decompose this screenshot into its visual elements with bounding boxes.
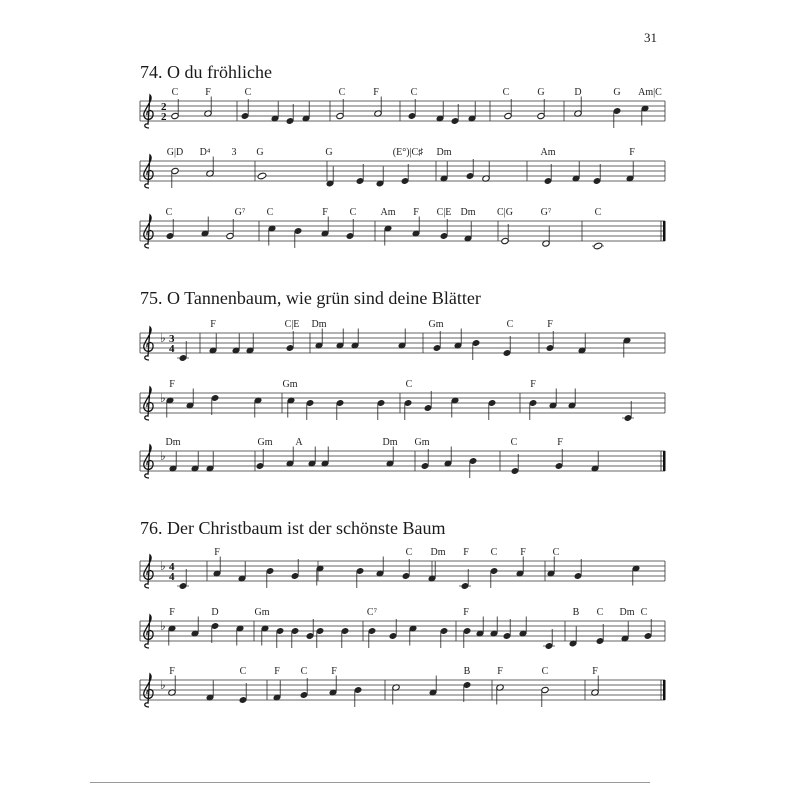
chord-symbol: C [405,547,413,558]
key-signature-flat-icon: ♭ [160,559,166,573]
chord-symbol: Gm [414,437,430,448]
chord-symbol: C [594,207,602,218]
chord-symbol: C [338,87,346,98]
chord-symbol: Am|C [638,87,662,98]
chord-symbol: C⁷ [366,607,378,618]
chord-symbol: C [171,87,179,98]
chord-symbol: C [596,607,604,618]
key-signature-flat-icon: ♭ [160,449,166,463]
chord-symbol: F [547,319,553,330]
chord-symbol: F [629,147,635,158]
chord-symbol: Am [380,207,396,218]
chord-symbol: C [490,547,498,558]
chord-symbol: Dm [460,207,476,218]
chord-symbol: F [592,666,598,677]
chord-symbol: Dm [165,437,181,448]
chord-symbol: A [295,437,303,448]
chord-symbol: D⁴ [199,147,211,158]
time-signature-denominator: 4 [169,343,175,355]
page-number: 31 [644,30,657,45]
chord-symbol: C|G [497,207,513,218]
song-title-74: 74. O du fröhliche [140,62,272,82]
chord-symbol: F [205,87,211,98]
chord-symbol: F [373,87,379,98]
chord-symbol: C [405,379,413,390]
chord-symbol: G [613,87,621,98]
chord-symbol: F [413,207,419,218]
chord-symbol: Dm [311,319,327,330]
chord-symbol: C [541,666,549,677]
chord-symbol: F [169,607,175,618]
chord-symbol: F [322,207,328,218]
chord-symbol: F [557,437,563,448]
chord-symbol: Gm [254,607,270,618]
song-title-76: 76. Der Christbaum ist der schönste Baum [140,518,446,538]
chord-symbol: D [574,87,582,98]
chord-symbol: G [256,147,264,158]
chord-symbol: C [266,207,274,218]
chord-symbol: C [410,87,418,98]
chord-symbol: (E°)|C♯ [392,147,424,158]
chord-symbol: F [331,666,337,677]
time-signature-denominator: 2 [161,111,167,123]
chord-symbol: Am [540,147,556,158]
time-signature-denominator: 4 [169,571,175,583]
chord-symbol: C|E [436,207,452,218]
chord-symbol: F [463,607,469,618]
chord-symbol: Dm [430,547,446,558]
chord-symbol: G [325,147,333,158]
key-signature-flat-icon: ♭ [160,391,166,405]
chord-symbol: C [165,207,173,218]
chord-symbol: Dm [382,437,398,448]
chord-symbol: F [497,666,503,677]
chord-symbol: B [463,666,471,677]
chord-symbol: C [349,207,357,218]
key-signature-flat-icon: ♭ [160,678,166,692]
chord-symbol: G⁷ [234,207,246,218]
chord-symbol: G⁷ [540,207,552,218]
chord-symbol: G [537,87,545,98]
chord-symbol: B [572,607,580,618]
chord-symbol: C [510,437,518,448]
chord-symbol: C [244,87,252,98]
time-signature-numerator: 4 [169,561,175,573]
time-signature-numerator: 2 [161,101,167,113]
chord-symbol: C [239,666,247,677]
chord-symbol: Gm [428,319,444,330]
chord-symbol: F [214,547,220,558]
chord-symbol: F [530,379,536,390]
chord-symbol: C [300,666,308,677]
chord-symbol: 3 [231,147,237,158]
chord-symbol: F [274,666,280,677]
chord-symbol: F [169,666,175,677]
chord-symbol: Dm [619,607,635,618]
chord-symbol: G|D [166,147,184,158]
chord-symbol: Gm [282,379,298,390]
chord-symbol: C [502,87,510,98]
key-signature-flat-icon: ♭ [160,331,166,345]
time-signature-numerator: 3 [169,333,175,345]
chord-symbol: C [640,607,648,618]
chord-symbol: C|E [284,319,300,330]
chord-symbol: Gm [257,437,273,448]
chord-symbol: D [211,607,219,618]
chord-symbol: Dm [436,147,452,158]
chord-symbol: C [506,319,514,330]
chord-symbol: F [210,319,216,330]
chord-symbol: C [552,547,560,558]
key-signature-flat-icon: ♭ [160,619,166,633]
chord-symbol: F [463,547,469,558]
chord-symbol: F [520,547,526,558]
chord-symbol: F [169,379,175,390]
song-title-75: 75. O Tannenbaum, wie grün sind deine Blätter [140,288,481,308]
